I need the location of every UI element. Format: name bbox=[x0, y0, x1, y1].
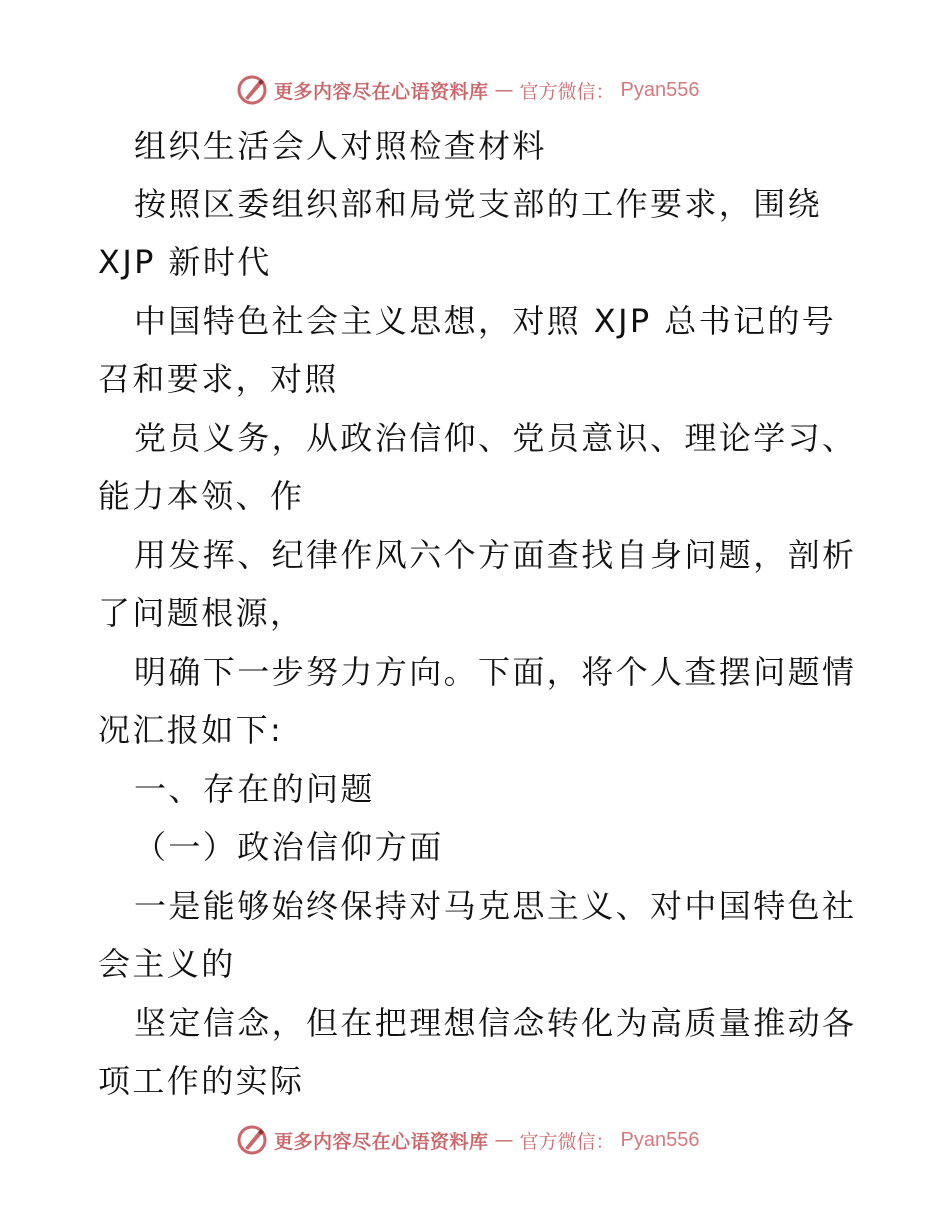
watermark-label: 官方微信： bbox=[519, 1130, 615, 1153]
paragraph-line: 党员义务，从政治信仰、党员意识、理论学习、 bbox=[134, 419, 857, 457]
paragraph-line: 用发挥、纪律作风六个方面查找自身问题，剖析 bbox=[134, 536, 857, 574]
paragraph-line: 明确下一步努力方向。下面，将个人查摆问题情 bbox=[134, 653, 857, 691]
watermark-id: Pyan556 bbox=[620, 78, 700, 101]
paragraph-line: 能力本领、作 bbox=[98, 477, 305, 515]
paragraph-line: 中国特色社会主义思想，对照 XJP 总书记的号 bbox=[134, 302, 837, 340]
paragraph-line: 项工作的实际 bbox=[98, 1062, 305, 1100]
pen-circle-logo-icon bbox=[236, 1124, 268, 1156]
watermark-brand: 更多内容尽在心语资料库 bbox=[274, 1130, 489, 1153]
watermark-id: Pyan556 bbox=[620, 1128, 700, 1151]
watermark-separator: — bbox=[494, 1129, 514, 1151]
section-heading: 一、存在的问题 bbox=[134, 770, 375, 808]
paragraph-line: 按照区委组织部和局党支部的工作要求，围绕 bbox=[134, 185, 823, 223]
paragraph-line: 召和要求，对照 bbox=[98, 360, 339, 398]
watermark-brand: 更多内容尽在心语资料库 bbox=[274, 80, 489, 103]
watermark-separator: — bbox=[494, 79, 514, 101]
paragraph-line: 坚定信念，但在把理想信念转化为高质量推动各 bbox=[134, 1004, 857, 1042]
header-watermark bbox=[236, 72, 700, 108]
watermark-label: 官方微信： bbox=[519, 80, 615, 103]
paragraph-line: 了问题根源， bbox=[98, 594, 305, 632]
paragraph-line: 会主义的 bbox=[98, 945, 236, 983]
paragraph-line: 一是能够始终保持对马克思主义、对中国特色社 bbox=[134, 887, 857, 925]
paragraph-line: XJP 新时代 bbox=[98, 243, 272, 281]
footer-watermark bbox=[236, 1122, 700, 1158]
pen-circle-logo-icon bbox=[236, 74, 268, 106]
paragraph-line: 况汇报如下: bbox=[98, 711, 284, 749]
document-title: 组织生活会人对照检查材料 bbox=[134, 127, 547, 165]
subsection-heading: （一）政治信仰方面 bbox=[134, 828, 444, 866]
